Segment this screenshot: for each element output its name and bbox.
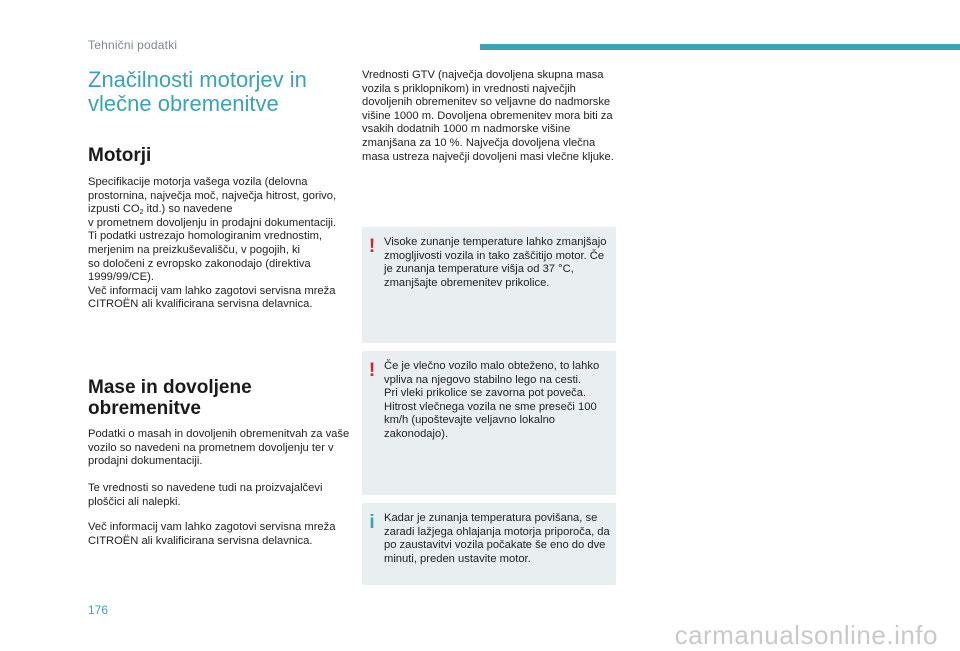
weights-paragraph-1: Podatki o masah in dovoljenih obremenitvah za vaše vozilo so navedeni na prometnem dovoljenju ter v prodajni dokumentaciji. — [88, 428, 350, 468]
engines-heading: Motorji — [88, 145, 152, 166]
header-accent-bar — [480, 44, 960, 50]
warning-note-text: Visoke zunanje temperature lahko zmanjšajo zmogljivosti vozila in tako zaščitijo motor. Če je zunanja temperature višja od 37 °C, zmanjšajte obremenitev prikolice. — [384, 236, 607, 289]
info-note-cooling — [362, 503, 616, 585]
engines-text-part2: itd.) so navedene v prometnem dovoljenju in prodajni dokumentaciji. Ti podatki ustrezajo homologiranim vrednostim, merjenim na preizkuševališču, v pogojih, ki so določeni z evropsko zakonodajo (direktiva 1999/99/CE). Več informacij vam lahko zagotovi servisna mreža CITROËN ali kvalificirana servisna delavnica. — [88, 203, 337, 311]
page-title: Značilnosti motorjev in vlečne obremenitve — [88, 67, 307, 116]
gtw-paragraph: Vrednosti GTV (največja dovoljena skupna masa vozila s priklopnikom) in vrednosti največjih dovoljenih obremenitev so veljavne do nadmorske višine 1000 m. Dovoljena obremenitev mora biti za vsakih dodatnih 1000 m nadmorske višine zmanjšana za 10 %. Največja dovoljena vlečna masa ustreza največji dovoljeni masi vlečne kljuke. — [362, 69, 614, 163]
engines-text-part1: Specifikacije motorja vašega vozila (delovna prostornina, največja moč, največja hitrost, gorivo, izpusti CO — [88, 176, 337, 216]
warning-icon: ! — [368, 236, 376, 257]
info-icon: i — [369, 512, 375, 533]
info-note-text: Kadar je zunanja temperatura povišana, se zaradi lažjega ohlajanja motorja priporoča, da po zaustavitvi vozila počakate še eno do dve minuti, preden ustavite motor. — [384, 512, 610, 565]
warning-note-stability — [362, 351, 616, 495]
page-number: 176 — [88, 603, 109, 617]
warning-note-text: Če je vlečno vozilo malo obteženo, to lahko vpliva na njegovo stabilno lego na cesti. Pri vleki prikolice se zavorna pot poveča. Hitrost vlečnega vozila ne sme preseči 100 km/h (upoštevajte veljavno lokalno zakonodajo). — [384, 360, 600, 440]
engines-paragraph — [88, 176, 350, 312]
warning-icon: ! — [368, 360, 376, 381]
co2-subscript: 2 — [139, 209, 144, 217]
watermark: carmanualsonline.info — [674, 620, 938, 650]
weights-paragraph-3: Več informacij vam lahko zagotovi servisna mreža CITROËN ali kvalificirana servisna delavnica. — [88, 521, 336, 547]
warning-note-temperature — [362, 227, 616, 343]
weights-heading: Mase in dovoljene obremenitve — [88, 377, 252, 419]
section-label: Tehnični podatki — [88, 38, 178, 52]
weights-paragraph-2: Te vrednosti so navedene tudi na proizvajalčevi ploščici ali nalepki. — [88, 482, 323, 508]
